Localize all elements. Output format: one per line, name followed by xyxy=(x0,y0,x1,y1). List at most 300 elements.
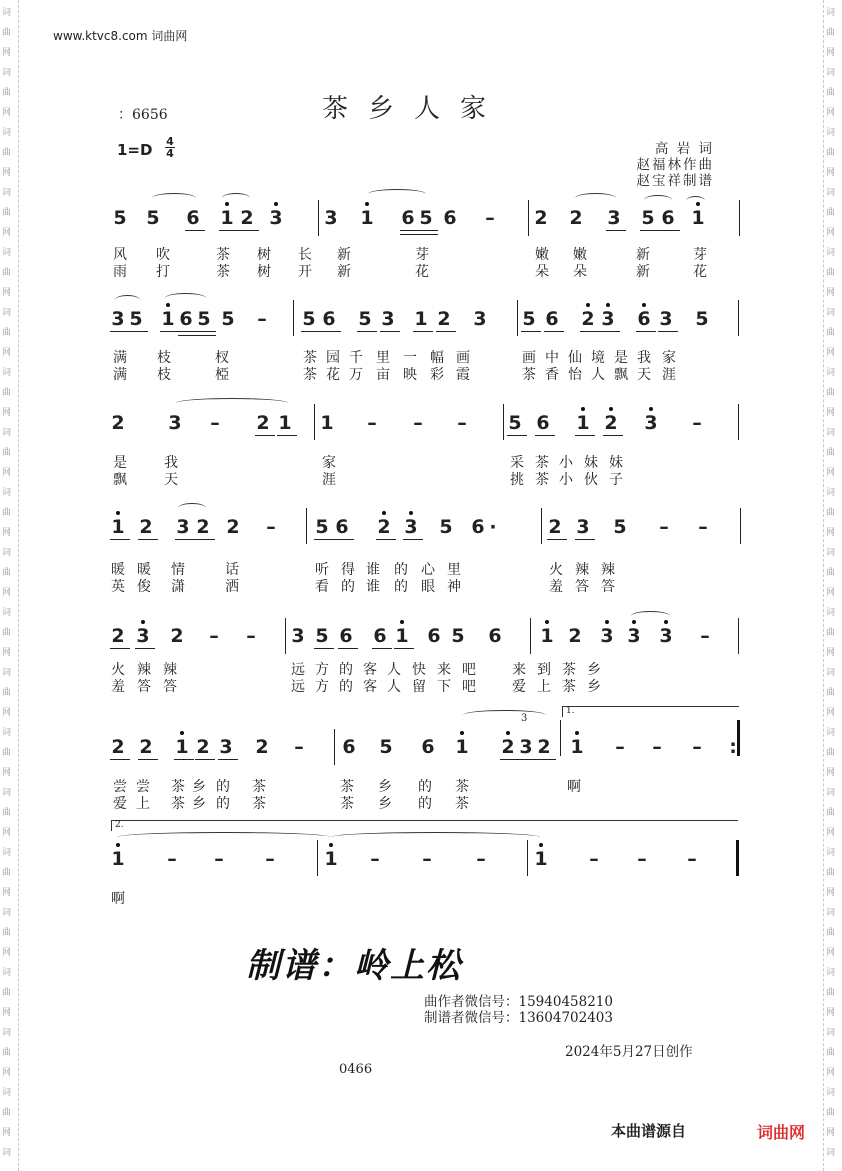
side-watermark-char: 曲 xyxy=(826,88,836,98)
side-watermark-char: 网 xyxy=(826,828,836,838)
underline xyxy=(219,230,239,231)
lyric: 满 xyxy=(113,367,127,383)
lyric: 采 xyxy=(510,455,524,471)
note: 6 xyxy=(443,207,457,229)
underline xyxy=(636,331,656,332)
lyric: 花 xyxy=(326,367,340,383)
side-watermark-char: 曲 xyxy=(2,1048,12,1058)
lyric: 枝 xyxy=(157,350,171,366)
note: 3 xyxy=(168,412,182,434)
note: – xyxy=(413,412,423,434)
underline xyxy=(178,331,198,332)
underline xyxy=(110,331,130,332)
note: – xyxy=(266,516,276,538)
side-watermark-char: 词 xyxy=(2,908,12,918)
slur xyxy=(152,193,196,203)
lyric: 尝 xyxy=(136,779,150,795)
high-octave-dot xyxy=(575,731,579,735)
lyric: 我 xyxy=(637,350,651,366)
lyric: 客 xyxy=(363,662,377,678)
underline xyxy=(600,331,620,332)
lyric: 谁 xyxy=(366,579,380,595)
barline xyxy=(285,618,286,654)
high-octave-dot xyxy=(274,202,278,206)
side-watermark-char: 曲 xyxy=(2,388,12,398)
note: 2 xyxy=(437,308,451,330)
lyric: 茶 xyxy=(252,796,266,812)
barline xyxy=(334,729,335,765)
barline xyxy=(318,200,319,236)
lyric: 快 xyxy=(412,662,426,678)
underline xyxy=(547,539,567,540)
underline xyxy=(301,331,321,332)
lyric: 眼 xyxy=(421,579,435,595)
note: 1 xyxy=(161,308,175,330)
side-watermark-char: 曲 xyxy=(826,388,836,398)
high-octave-dot xyxy=(365,202,369,206)
note: – xyxy=(265,848,275,870)
underline xyxy=(196,331,216,332)
side-watermark-char: 曲 xyxy=(826,628,836,638)
note: 3 xyxy=(519,736,533,758)
underline xyxy=(321,331,341,332)
side-watermark-char: 曲 xyxy=(2,448,12,458)
note: 6 xyxy=(335,516,349,538)
underline xyxy=(376,539,396,540)
underline xyxy=(400,230,420,231)
lyric: 答 xyxy=(575,579,589,595)
note: – xyxy=(652,736,662,758)
lyric: 人 xyxy=(387,679,401,695)
note: – xyxy=(589,848,599,870)
side-watermark-char: 网 xyxy=(826,1128,836,1138)
underline xyxy=(174,759,194,760)
high-octave-dot xyxy=(581,407,585,411)
note: 3 xyxy=(269,207,283,229)
side-watermark-char: 曲 xyxy=(2,628,12,638)
lyric: 中 xyxy=(545,350,559,366)
lyric: 答 xyxy=(601,579,615,595)
underline xyxy=(535,435,555,436)
underline xyxy=(334,539,354,540)
time-signature xyxy=(165,136,175,159)
lyric: 到 xyxy=(537,662,551,678)
side-watermark-char: 词 xyxy=(826,668,836,678)
side-watermark-char: 曲 xyxy=(826,988,836,998)
side-watermark-char: 曲 xyxy=(2,268,12,278)
lyric: 辣 xyxy=(137,662,151,678)
side-watermark-char: 曲 xyxy=(826,328,836,338)
note: 2 xyxy=(226,516,240,538)
lyric: 茶 xyxy=(171,779,185,795)
barline xyxy=(306,508,307,544)
note: 1 xyxy=(175,736,189,758)
lyric: 伙 xyxy=(584,472,598,488)
high-octave-dot xyxy=(545,620,549,624)
lyric: 香 xyxy=(545,367,559,383)
lyric: 雨 xyxy=(113,264,127,280)
note: 3 xyxy=(381,308,395,330)
side-watermark-char: 词 xyxy=(826,428,836,438)
side-watermark-char: 词 xyxy=(2,548,12,558)
note: 5 xyxy=(522,308,536,330)
underline xyxy=(218,759,238,760)
note: 1 xyxy=(360,207,374,229)
note: – xyxy=(210,412,220,434)
lyric: 花 xyxy=(415,264,429,280)
lyric: 茶 xyxy=(303,350,317,366)
note: 5 xyxy=(439,516,453,538)
side-watermark-char: 词 xyxy=(2,968,12,978)
lyric: 嫩 xyxy=(573,247,587,263)
lyric: 新 xyxy=(337,264,351,280)
note: – xyxy=(167,848,177,870)
barline xyxy=(736,840,739,876)
lyric: 长 xyxy=(298,247,312,263)
lyric: 乡 xyxy=(192,796,206,812)
note: 6 xyxy=(339,625,353,647)
lyric: 的 xyxy=(394,562,408,578)
underline xyxy=(403,539,423,540)
note: 2 xyxy=(255,736,269,758)
underline xyxy=(372,648,392,649)
underline xyxy=(536,759,556,760)
creation-date: 2024年5月27日创作 xyxy=(565,1044,693,1060)
brand-label[interactable]: 词曲网 xyxy=(757,1123,806,1142)
underline xyxy=(575,539,595,540)
high-octave-dot xyxy=(400,620,404,624)
underline xyxy=(575,435,595,436)
note: – xyxy=(367,412,377,434)
lyric: 辣 xyxy=(601,562,615,578)
lyric: 茶 xyxy=(340,779,354,795)
underline xyxy=(640,230,660,231)
slur xyxy=(178,503,206,513)
underline xyxy=(507,435,527,436)
note: – xyxy=(422,848,432,870)
side-watermark-char: 网 xyxy=(2,1128,12,1138)
note: – xyxy=(246,625,256,647)
song-code: ：6656 xyxy=(118,107,168,123)
note: 3 xyxy=(576,516,590,538)
lyric: 俊 xyxy=(137,579,151,595)
lyric: 乡 xyxy=(192,779,206,795)
side-watermark-char: 曲 xyxy=(2,928,12,938)
note: 1 xyxy=(576,412,590,434)
barline xyxy=(293,300,294,336)
slur xyxy=(115,295,140,305)
side-watermark-char: 网 xyxy=(2,108,12,118)
lyric: 妹 xyxy=(609,455,623,471)
lyric: 的 xyxy=(216,779,230,795)
lyric: 远 xyxy=(291,662,305,678)
note: 2 xyxy=(170,625,184,647)
lyric: 上 xyxy=(136,796,150,812)
note: 2 xyxy=(111,412,125,434)
side-watermark-char: 词 xyxy=(826,968,836,978)
high-octave-dot xyxy=(642,303,646,307)
lyric: 洒 xyxy=(225,579,239,595)
side-watermark-char: 网 xyxy=(826,108,836,118)
side-watermark-char: 词 xyxy=(2,488,12,498)
side-watermark-char: 网 xyxy=(2,468,12,478)
side-watermark-char: 曲 xyxy=(2,28,12,38)
side-watermark-char: 词 xyxy=(826,908,836,918)
lyric: 茶 xyxy=(171,796,185,812)
side-watermark-char: 曲 xyxy=(2,148,12,158)
lyric: 乡 xyxy=(378,796,392,812)
note: 6 xyxy=(471,516,485,538)
lyric: 得 xyxy=(341,562,355,578)
lyric: 挑 xyxy=(510,472,524,488)
high-octave-dot xyxy=(609,407,613,411)
side-watermark-char: 网 xyxy=(826,768,836,778)
underline xyxy=(196,335,216,336)
volta-bracket-1 xyxy=(562,706,739,717)
side-watermark-char: 词 xyxy=(2,248,12,258)
side-watermark-char: 词 xyxy=(826,488,836,498)
underline xyxy=(314,648,334,649)
lyric: 彩 xyxy=(430,367,444,383)
slur xyxy=(686,196,705,206)
underline xyxy=(436,331,456,332)
note: – xyxy=(659,516,669,538)
side-watermark-char: 网 xyxy=(826,288,836,298)
lyric: 嫩 xyxy=(535,247,549,263)
note: 5 xyxy=(315,516,329,538)
lyric: 幅 xyxy=(430,350,444,366)
side-watermark-char: 词 xyxy=(2,68,12,78)
lyric: 境 xyxy=(591,350,605,366)
side-watermark-char: 曲 xyxy=(2,868,12,878)
lyric: 芽 xyxy=(693,247,707,263)
note: 2 xyxy=(537,736,551,758)
lyric: 人 xyxy=(591,367,605,383)
note: 2 xyxy=(581,308,595,330)
left-watermark-strip xyxy=(0,0,19,1171)
lyric: 客 xyxy=(363,679,377,695)
note: 2 xyxy=(139,516,153,538)
note: 1 xyxy=(320,412,334,434)
note: 2 xyxy=(196,516,210,538)
lyricist-credit: 高 岩 词 xyxy=(654,141,714,157)
high-octave-dot xyxy=(329,843,333,847)
lyric: 吧 xyxy=(462,679,476,695)
barline xyxy=(517,300,518,336)
high-octave-dot xyxy=(141,620,145,624)
slur xyxy=(331,832,540,842)
high-octave-dot xyxy=(606,303,610,307)
side-watermark-char: 曲 xyxy=(2,88,12,98)
note: 6 xyxy=(637,308,651,330)
underline xyxy=(185,230,205,231)
note: – xyxy=(692,736,702,758)
side-watermark-char: 网 xyxy=(826,48,836,58)
underline xyxy=(357,331,377,332)
note: 1 xyxy=(395,625,409,647)
note: · xyxy=(489,516,497,538)
side-watermark-char: 网 xyxy=(826,1068,836,1078)
note: 5 xyxy=(641,207,655,229)
note: 3 xyxy=(291,625,305,647)
side-watermark-char: 词 xyxy=(2,788,12,798)
barline xyxy=(503,404,504,440)
side-watermark-char: 网 xyxy=(826,948,836,958)
underline xyxy=(314,539,334,540)
side-watermark-char: 网 xyxy=(826,168,836,178)
note: – xyxy=(692,412,702,434)
note: 2 xyxy=(256,412,270,434)
song-title: 茶乡人家 xyxy=(322,94,507,124)
note: 2 xyxy=(548,516,562,538)
slur xyxy=(575,193,616,203)
lyric: 远 xyxy=(291,679,305,695)
note: 5 xyxy=(113,207,127,229)
side-watermark-char: 词 xyxy=(826,68,836,78)
note: 6 xyxy=(421,736,435,758)
lyric: 谁 xyxy=(366,562,380,578)
high-octave-dot xyxy=(605,620,609,624)
lyric: 茶 xyxy=(303,367,317,383)
lyric: 爱 xyxy=(512,679,526,695)
lyric: 枝 xyxy=(157,367,171,383)
side-watermark-char: 词 xyxy=(826,8,836,18)
note: 1 xyxy=(111,516,125,538)
note: 2 xyxy=(604,412,618,434)
barline xyxy=(738,300,739,336)
time-sig-bottom: 4 xyxy=(166,147,174,160)
note: 5 xyxy=(146,207,160,229)
side-watermark-char: 曲 xyxy=(826,1048,836,1058)
barline xyxy=(530,618,531,654)
side-watermark-char: 曲 xyxy=(826,748,836,758)
side-watermark-char: 网 xyxy=(2,948,12,958)
lyric: 风 xyxy=(113,247,127,263)
lyric: 树 xyxy=(257,247,271,263)
lyric: 乡 xyxy=(587,679,601,695)
side-watermark-char: 曲 xyxy=(2,1108,12,1118)
side-watermark-char: 词 xyxy=(826,788,836,798)
side-watermark-char: 曲 xyxy=(826,1108,836,1118)
note: 2 xyxy=(569,207,583,229)
note: 2 xyxy=(111,625,125,647)
side-watermark-char: 网 xyxy=(2,408,12,418)
side-watermark-char: 词 xyxy=(826,548,836,558)
side-watermark-char: 网 xyxy=(826,468,836,478)
note: 2 xyxy=(568,625,582,647)
slur xyxy=(165,293,206,303)
lyric: 辣 xyxy=(575,562,589,578)
lyric: 火 xyxy=(111,662,125,678)
lyric: 人 xyxy=(387,662,401,678)
volta-label: 2. xyxy=(115,820,124,830)
lyric: 羞 xyxy=(549,579,563,595)
side-watermark-char: 网 xyxy=(826,228,836,238)
underline xyxy=(580,331,600,332)
lyric: 家 xyxy=(322,455,336,471)
arranger-credit: 赵宝祥制谱 xyxy=(636,173,714,189)
underline xyxy=(277,435,297,436)
side-watermark-char: 网 xyxy=(2,1008,12,1018)
volta-bracket-2 xyxy=(111,820,738,831)
side-watermark-char: 曲 xyxy=(2,808,12,818)
note: 2 xyxy=(534,207,548,229)
side-watermark-char: 网 xyxy=(826,708,836,718)
lyric: 茶 xyxy=(252,779,266,795)
barline xyxy=(738,618,739,654)
lyric: 杈 xyxy=(215,350,229,366)
side-watermark-char: 词 xyxy=(826,1028,836,1038)
side-watermark-char: 词 xyxy=(2,308,12,318)
underline xyxy=(255,435,275,436)
lyric: 看 xyxy=(315,579,329,595)
lyric: 里 xyxy=(447,562,461,578)
lyric: 答 xyxy=(137,679,151,695)
lyric: 画 xyxy=(456,350,470,366)
side-watermark-char: 网 xyxy=(2,288,12,298)
side-watermark-char: 曲 xyxy=(826,508,836,518)
note: 3 xyxy=(219,736,233,758)
barline xyxy=(314,404,315,440)
side-watermark-char: 曲 xyxy=(826,808,836,818)
note: 1 xyxy=(534,848,548,870)
side-watermark-char: 曲 xyxy=(826,28,836,38)
high-octave-dot xyxy=(382,511,386,515)
underline xyxy=(544,331,564,332)
side-watermark-char: 词 xyxy=(2,428,12,438)
side-watermark-char: 网 xyxy=(2,828,12,838)
side-watermark-char: 词 xyxy=(2,1088,12,1098)
lyric: 心 xyxy=(421,562,435,578)
note: 2 xyxy=(111,736,125,758)
lyric: 茶 xyxy=(216,264,230,280)
underline xyxy=(195,759,215,760)
note: 3 xyxy=(600,625,614,647)
note: 6 xyxy=(545,308,559,330)
composer-credit: 赵福林作曲 xyxy=(636,157,714,173)
lyric: 的 xyxy=(418,779,432,795)
underline xyxy=(135,648,155,649)
lyric: 情 xyxy=(171,562,185,578)
underline xyxy=(400,234,420,235)
note: 1 xyxy=(111,848,125,870)
lyric: 吧 xyxy=(462,662,476,678)
lyric: 英 xyxy=(111,579,125,595)
note: 1 xyxy=(540,625,554,647)
lyric: 天 xyxy=(164,472,178,488)
note: 6 xyxy=(322,308,336,330)
lyric: 暖 xyxy=(137,562,151,578)
lyric: 吹 xyxy=(156,247,170,263)
lyric: 是 xyxy=(113,455,127,471)
lyric: 朵 xyxy=(535,264,549,280)
lyric: 新 xyxy=(636,264,650,280)
note: 3 xyxy=(627,625,641,647)
side-watermark-char: 网 xyxy=(2,768,12,778)
lyric: 千 xyxy=(349,350,363,366)
slur xyxy=(644,195,672,205)
lyric: 听 xyxy=(315,562,329,578)
lyric: 万 xyxy=(349,367,363,383)
note: 3 xyxy=(601,308,615,330)
underline xyxy=(521,331,541,332)
underline xyxy=(418,234,438,235)
lyric: 映 xyxy=(403,367,417,383)
note: 3 xyxy=(659,308,673,330)
underline xyxy=(660,230,680,231)
note: 5 xyxy=(695,308,709,330)
side-watermark-char: 网 xyxy=(826,1008,836,1018)
